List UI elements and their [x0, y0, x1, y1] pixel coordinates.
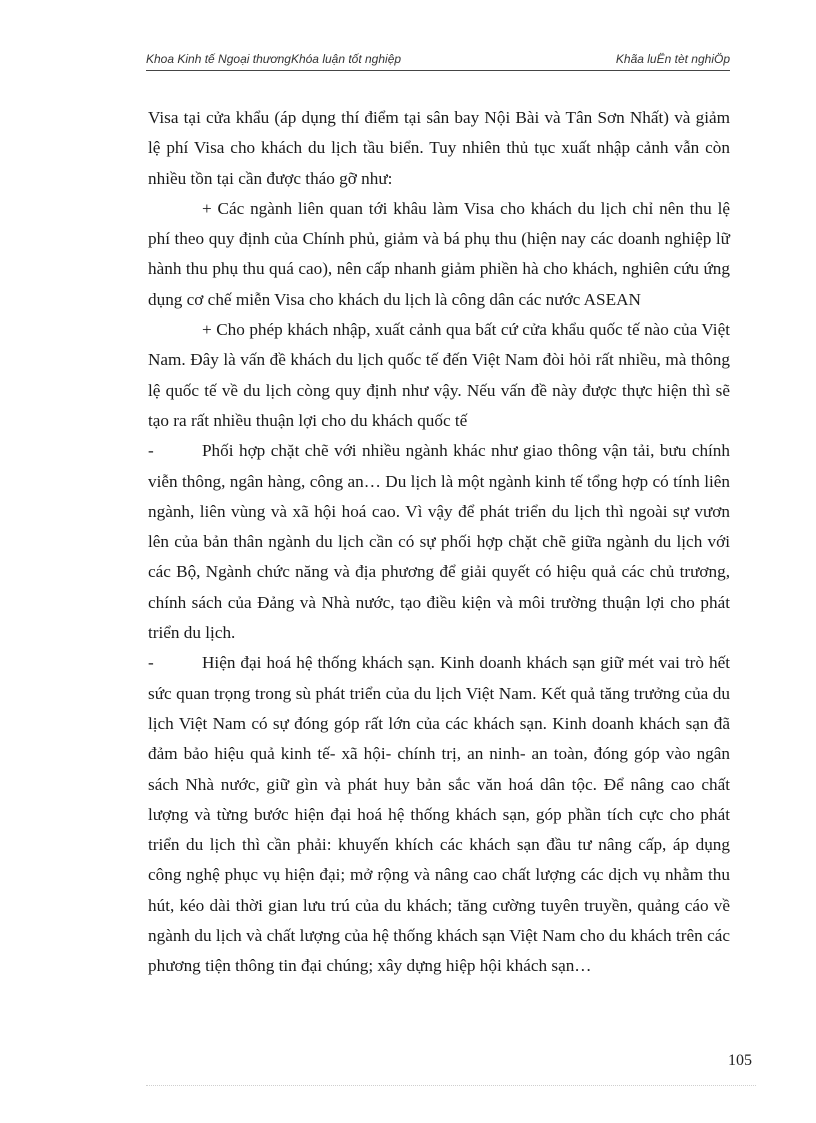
bullet-hotel-text: Hiện đại hoá hệ thống khách sạn. Kinh doanh khách sạn giữ mét vai trò hết sức quan trọng trong sù phát triển của du lịch Việt Nam. Kết quả tăng trưởng của du lịch Việt Nam có sự đóng góp rất lớn của các khách sạn. Kinh doanh khách sạn đã đảm bảo hiệu quả kinh tế- xã hội- chính trị, an ninh- an toàn, đóng góp vào ngân sách Nhà nước, giữ gìn và phát huy bản sắc văn hoá dân tộc. Để nâng cao chất lượng và từng bước hiện đại hoá hệ thống khách sạn, góp phần tích cực cho phát triển du lịch thì cần phải: khuyến khích các khách sạn đầu tư nâng cấp, áp dụng công nghệ phục vụ hiện đại; mở rộng và nâng cao chất lượng các dịch vụ nhằm thu hút, kéo dài thời gian lưu trú của du khách; tăng cường tuyên truyền, quảng cáo về ngành du lịch và chất lượng của hệ thống khách sạn Việt Nam cho du khách trên các phương tiện thông tin đại chúng; xây dựng hiệp hội khách sạn… [148, 653, 730, 976]
bullet-dash: - [148, 653, 154, 673]
bullet-hotel-modernization [148, 648, 730, 981]
bullet-dash: - [148, 441, 154, 461]
paragraph-visa-fees: + Các ngành liên quan tới khâu làm Visa cho khách du lịch chỉ nên thu lệ phí theo quy định của Chính phủ, giảm và bá phụ thu (hiện nay các doanh nghiệp lữ hành thu phụ thu quá cao), nên cấp nhanh giảm phiền hà cho khách, nghiên cứu ứng dụng cơ chế miễn Visa cho khách du lịch là công dân các nước ASEAN [148, 198, 730, 309]
document-body [148, 103, 730, 982]
footer-divider [146, 1085, 756, 1086]
bullet-cooperation [148, 436, 730, 648]
page-number: 105 [728, 1052, 752, 1069]
page-header [146, 50, 730, 71]
header-left-text: Khoa Kinh tế Ngoại thươngKhóa luận tốt nghiệp [146, 52, 402, 66]
paragraph-visa-intro: Visa tại cửa khẩu (áp dụng thí điểm tại sân bay Nội Bài và Tân Sơn Nhất) và giảm lệ phí Visa cho khách du lịch tầu biển. Tuy nhiên thủ tục xuất nhập cảnh vẫn còn nhiều tồn tại cần được tháo gỡ như: [148, 108, 730, 188]
paragraph-entry-points: + Cho phép khách nhập, xuất cảnh qua bất cứ cửa khẩu quốc tế nào của Việt Nam. Đây là vấn đề khách du lịch quốc tế đến Việt Nam đòi hỏi rất nhiều, mà thông lệ quốc tế về du lịch còng quy định như vậy. Nếu vấn đề này được thực hiện thì sẽ tạo ra rất nhiều thuận lợi cho du khách quốc tế [148, 320, 730, 430]
header-right-text: Khãa luËn tèt nghiÖp [615, 52, 730, 66]
bullet-cooperation-text: Phối hợp chặt chẽ với nhiều ngành khác như giao thông vận tải, bưu chính viễn thông, ngân hàng, công an… Du lịch là một ngành kinh tế tổng hợp có tính liên ngành, liên vùng và xã hội hoá cao. Vì vậy để phát triển du lịch thì ngoài sự vươn lên của bản thân ngành du lịch cần có sự phối hợp chặt chẽ giữa ngành du lịch với các Bộ, Ngành chức năng và địa phương để giải quyết có hiệu quả các chủ trương, chính sách của Đảng và Nhà nước, tạo điều kiện và môi trường thuận lợi cho phát triển du lịch. [148, 441, 730, 643]
